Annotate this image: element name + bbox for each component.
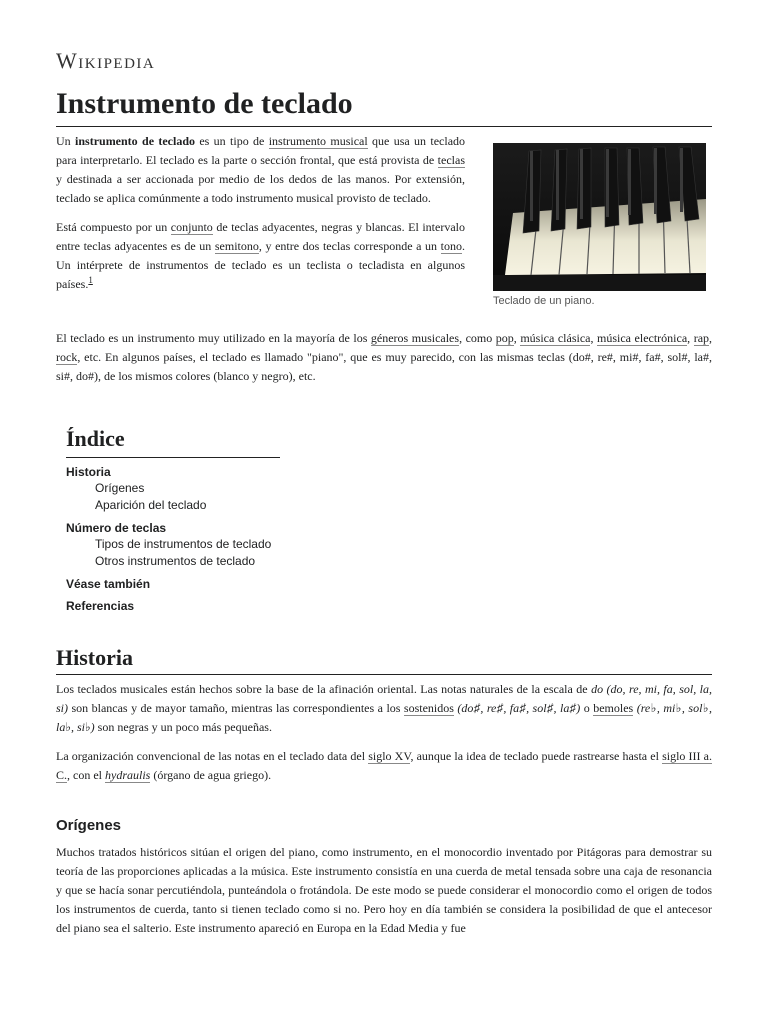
table-of-contents: [66, 424, 280, 614]
inline-link[interactable]: música electrónica: [597, 331, 688, 345]
text-run: ,: [709, 331, 713, 345]
text-run: (órgano de agua griego).: [150, 768, 272, 782]
section-heading-historia: Historia: [56, 643, 712, 675]
inline-link[interactable]: semitono: [214, 239, 259, 253]
text-run: El teclado es un instrumento muy utilizado en la mayoría de los: [56, 331, 371, 345]
origenes-section: [56, 843, 712, 938]
inline-link[interactable]: sostenidos: [403, 701, 454, 715]
inline-link[interactable]: música clásica: [520, 331, 591, 345]
origenes-paragraph-1: [56, 843, 712, 938]
inline-link[interactable]: instrumento musical: [268, 134, 368, 148]
text-run: , como: [459, 331, 496, 345]
text-run: , y entre dos teclas corresponde a un: [258, 239, 441, 253]
page-title: Instrumento de teclado: [56, 84, 712, 127]
piano-figure: [493, 143, 706, 307]
toc-item[interactable]: Número de teclas: [66, 521, 167, 535]
text-run: Está compuesto por un: [56, 220, 171, 234]
toc-item[interactable]: Orígenes: [95, 481, 145, 495]
inline-link[interactable]: rap: [693, 331, 710, 345]
inline-link[interactable]: siglo III a. C.: [56, 749, 712, 782]
intro-paragraph-2: [56, 218, 465, 294]
inline-link[interactable]: teclas: [437, 153, 465, 167]
text-run: instrumento de teclado: [75, 134, 196, 148]
text-run: , con el: [67, 768, 106, 782]
wikipedia-logo[interactable]: Wikipedia: [56, 48, 156, 73]
text-run: La organización convencional de las notas en el teclado data del: [56, 749, 369, 763]
toc-item[interactable]: Otros instrumentos de teclado: [95, 554, 256, 568]
toc-item[interactable]: Historia: [66, 465, 111, 479]
inline-link[interactable]: bemoles: [593, 701, 634, 715]
toc-item[interactable]: Véase también: [66, 577, 151, 591]
toc-item[interactable]: Tipos de instrumentos de teclado: [95, 537, 272, 551]
text-run: de teclas adyacentes, negras y blancas. El intervalo entre teclas adyacentes es de un: [56, 220, 465, 253]
text-run: , etc. En algunos países, el teclado es llamado "piano", que es muy parecido, con las mismas teclas (do#, re#, mi#, fa#, sol#, la#, si#, do#), de los mismos colores (blanco y negro), etc.: [56, 350, 712, 383]
text-run: son blancas y de mayor tamaño, mientras las correspondientes a los: [68, 701, 404, 715]
text-run: es un tipo de: [195, 134, 269, 148]
text-run: (do♯, re♯, fa♯, sol♯, la♯): [457, 701, 581, 715]
inline-link[interactable]: pop: [495, 331, 514, 345]
inline-link[interactable]: rock: [56, 350, 78, 364]
text-run: (re♭, mi♭, sol♭, la♭, si♭): [56, 701, 713, 734]
text-run: do (do, re, mi, fa, sol, la, si): [56, 682, 712, 715]
intro-paragraph-3-wrap: [56, 329, 712, 386]
text-run: que usa un teclado para interpretarlo. El teclado es la parte o sección frontal, que está provista de: [56, 134, 466, 167]
intro-paragraph-1: [56, 132, 465, 208]
text-run: ,: [513, 331, 521, 345]
historia-section: [56, 680, 712, 785]
text-run: y destinada a ser accionada por medio de los dedos de las manos. Por extensión, teclado se aplica comúnmente a todo instrumento musical provisto de teclado.: [56, 172, 465, 205]
intro-section: [56, 132, 465, 304]
text-run: son negras y un poco más pequeñas.: [94, 720, 272, 734]
text-run: ,: [590, 331, 598, 345]
section-heading-origenes: Orígenes: [56, 817, 122, 834]
inline-link[interactable]: hydraulis: [105, 768, 151, 782]
text-run: ,: [687, 331, 694, 345]
text-run: o: [580, 701, 594, 715]
toc-item[interactable]: Referencias: [66, 599, 135, 613]
text-run: , aunque la idea de teclado puede rastrearse hasta el: [410, 749, 663, 763]
piano-keys-image: [493, 143, 706, 291]
historia-paragraph-1: [56, 680, 712, 737]
inline-link[interactable]: tono: [440, 239, 463, 253]
toc-list: [66, 464, 280, 614]
intro-paragraph-3: [56, 329, 712, 386]
inline-link[interactable]: géneros musicales: [370, 331, 460, 345]
inline-link[interactable]: siglo XV: [368, 749, 411, 763]
text-run: Muchos tratados históricos sitúan el origen del piano, como instrumento, en el monocordio inventado por Pitágoras para demostrar su teoría de las proporciones aplicadas a la música. Este instrumento consistía en una cuerda de metal tensada sobre una caja de resonancia y que se hacía sonar percutiéndola, punteándola o frotándola. De este modo se puede considerar el monocordio como el origen de todos los instrumentos de cuerda, tanto si tienen teclado como si no. Pero hoy en día también se considera la posibilidad de que el antecesor del piano sea el salterio. Este instrumento apareció en Europa en la Edad Media y fue: [56, 845, 712, 935]
text-run: . Un intérprete de instrumentos de teclado es un teclista o tecladista en algunos países.: [56, 239, 466, 291]
inline-link[interactable]: 1: [88, 275, 93, 285]
toc-item[interactable]: Aparición del teclado: [95, 498, 207, 512]
historia-paragraph-2: [56, 747, 712, 785]
text-run: Un: [56, 134, 76, 148]
toc-title: Índice: [66, 424, 280, 458]
figure-caption: Teclado de un piano.: [493, 295, 595, 307]
text-run: Los teclados musicales están hechos sobre la base de la afinación oriental. Las notas naturales de la escala de: [56, 682, 592, 696]
inline-link[interactable]: conjunto: [170, 220, 213, 234]
